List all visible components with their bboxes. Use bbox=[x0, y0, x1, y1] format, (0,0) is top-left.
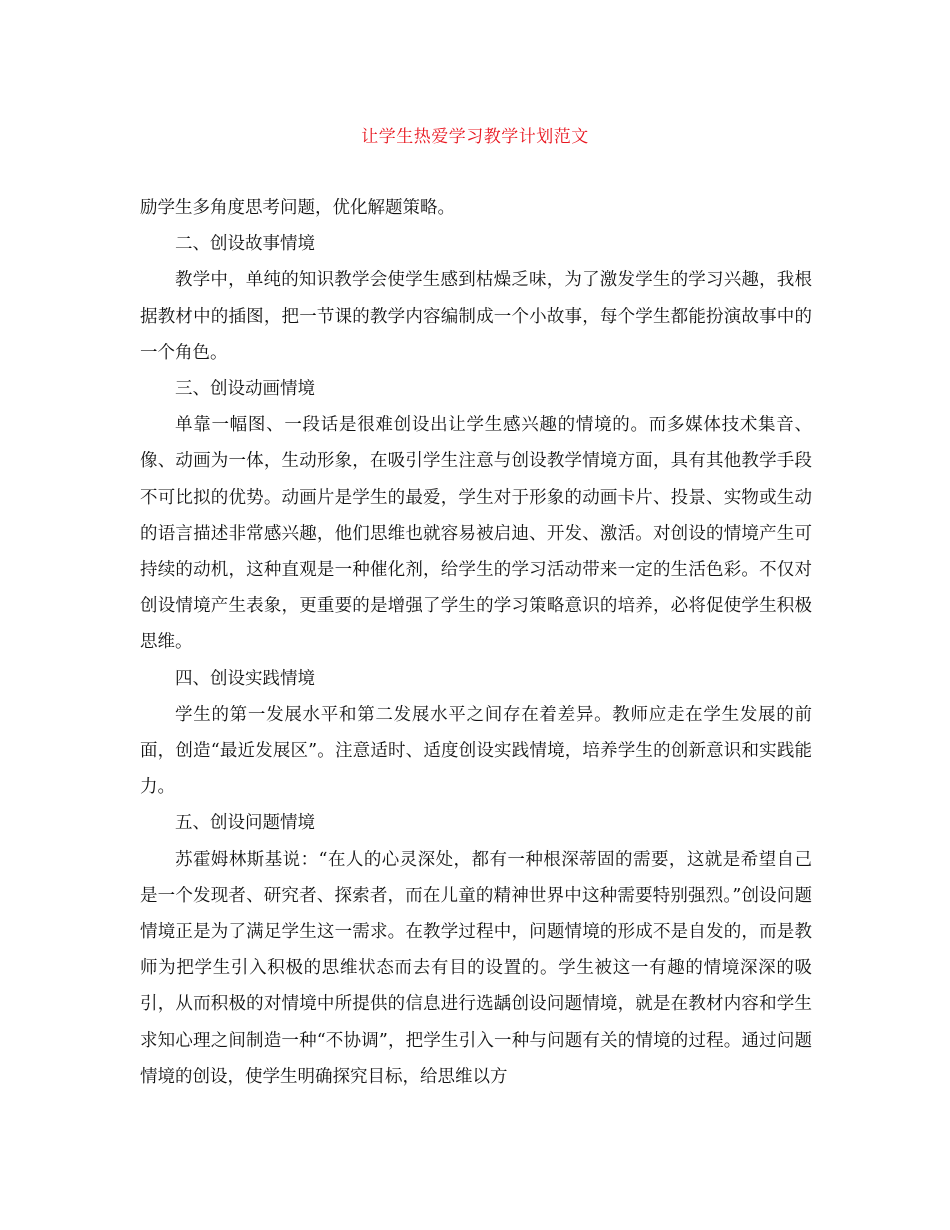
section-heading-animation: 三、创设动画情境 bbox=[175, 379, 315, 400]
paragraph-practice: 学生的第一发展水平和第二发展水平之间存在着差异。教师应走在学生发展的前面，创造“最近发展区”。注意适时、适度创设实践情境，培养学生的创新意识和实践能力。 bbox=[140, 704, 812, 798]
document-title: 让学生热爱学习教学计划范文 bbox=[361, 127, 589, 147]
paragraph-story: 教学中，单纯的知识教学会使学生感到枯燥乏味，为了激发学生的学习兴趣，我根据教材中的插图，把一节课的教学内容编制成一个小故事，每个学生都能扮演故事中的一个角色。 bbox=[140, 270, 812, 363]
paragraph-animation: 单靠一幅图、一段话是很难创设出让学生感兴趣的情境的。而多媒体技术集音、像、动画为一体，生动形象，在吸引学生注意与创设教学情境方面，具有其他教学手段不可比拟的优势。动画片是学生的最爱，学生对于形象的动画卡片、投景、实物或生动的语言描述非常感兴趣，他们思维也就容易被启迪、开发、激活。对创设的情境产生可持续的动机，这种直观是一种催化剂，给学生的学习活动带来一定的生活色彩。不仅对创设情境产生表象，更重要的是增强了学生的学习策略意识的培养，必将促使学生积极思维。 bbox=[140, 415, 812, 653]
section-heading-story: 二、创设故事情境 bbox=[175, 234, 315, 255]
document-body bbox=[140, 190, 812, 1095]
section-heading-problem: 五、创设问题情境 bbox=[175, 813, 315, 834]
paragraph-continuation: 励学生多角度思考问题，优化解题策略。 bbox=[140, 198, 455, 218]
section-heading-practice: 四、创设实践情境 bbox=[175, 668, 315, 689]
paragraph-problem: 苏霍姆林斯基说：“在人的心灵深处，都有一种根深蒂固的需要，这就是希望自己是一个发现者、研究者、探索者，而在儿童的精神世界中这种需要特别强烈。”创设问题情境正是为了满足学生这一需求。在教学过程中，问题情境的形成不是自发的，而是教师为把学生引入积极的思维状态而去有目的设置的。学生被这一有趣的情境深深的吸引，从而积极的对情境中所提供的信息进行选龋创设问题情境，就是在教材内容和学生求知心理之间制造一种“不协调”，把学生引入一种与问题有关的情境的过程。通过问题情境的创设，使学生明确探究目标，给思维以方 bbox=[140, 849, 812, 1087]
